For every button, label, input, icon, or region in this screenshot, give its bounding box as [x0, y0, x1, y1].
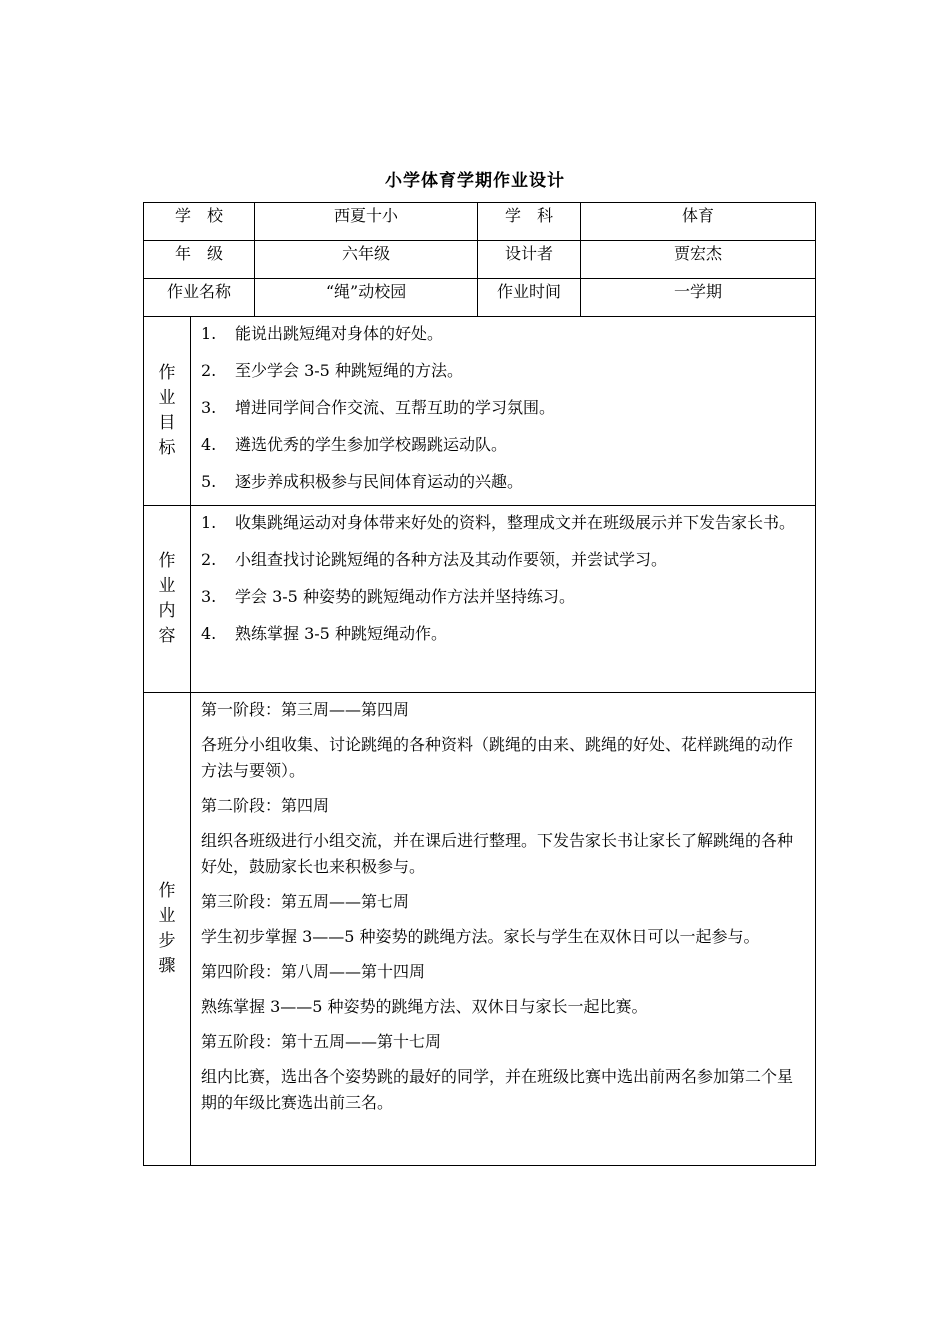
goals-label: 作 业 目 标: [144, 317, 191, 506]
header-row-school: [144, 203, 816, 241]
homework-name-label: 作业名称: [144, 279, 255, 317]
steps-row: [144, 693, 816, 1166]
designer-value: 贾宏杰: [581, 241, 816, 279]
stage-heading: 第二阶段：第四周: [201, 796, 330, 815]
goals-row: [144, 317, 816, 506]
school-value: 西夏十小: [255, 203, 478, 241]
stage-description: 组内比赛，选出各个姿势跳的最好的同学，并在班级比赛中选出前两名参加第二个星期的年级比赛选出前三名。: [201, 1067, 794, 1112]
page-title: 小学体育学期作业设计: [385, 171, 565, 191]
header-row-name: [144, 279, 816, 317]
stage-description: 组织各班级进行小组交流，并在课后进行整理。下发告家长书让家长了解跳绳的各种好处，鼓励家长也来积极参与。: [201, 831, 794, 876]
school-label: 学 校: [144, 203, 255, 241]
steps-content: [191, 693, 816, 1166]
header-row-grade: [144, 241, 816, 279]
content-item: 2. 小组查找讨论跳短绳的各种方法及其动作要领，并尝试学习。: [201, 550, 668, 569]
grade-label: 年 级: [144, 241, 255, 279]
grade-value: 六年级: [255, 241, 478, 279]
goal-item: 2. 至少学会 3-5 种跳短绳的方法。: [201, 361, 463, 380]
homework-design-table: [143, 202, 816, 1166]
subject-label: 学 科: [478, 203, 581, 241]
homework-time-value: 一学期: [581, 279, 816, 317]
content-items: [191, 506, 816, 693]
designer-label: 设计者: [478, 241, 581, 279]
stage-heading: 第五阶段：第十五周——第十七周: [201, 1032, 442, 1051]
goals-content: [191, 317, 816, 506]
stage-description: 学生初步掌握 3——5 种姿势的跳绳方法。家长与学生在双休日可以一起参与。: [201, 927, 760, 946]
stage-heading: 第四阶段：第八周——第十四周: [201, 962, 426, 981]
stage-description: 熟练掌握 3——5 种姿势的跳绳方法、双休日与家长一起比赛。: [201, 997, 648, 1016]
goal-item: 4. 遴选优秀的学生参加学校踢跳运动队。: [201, 435, 508, 454]
homework-name-value: “绳”动校园: [255, 279, 478, 317]
stage-heading: 第一阶段：第三周——第四周: [201, 700, 410, 719]
subject-value: 体育: [581, 203, 816, 241]
stage-heading: 第三阶段：第五周——第七周: [201, 892, 410, 911]
content-item: 1. 收集跳绳运动对身体带来好处的资料，整理成文并在班级展示并下发告家长书。: [201, 513, 796, 532]
content-label: 作 业 内 容: [144, 506, 191, 693]
content-item: 3. 学会 3-5 种姿势的跳短绳动作方法并坚持练习。: [201, 587, 575, 606]
content-item: 4. 熟练掌握 3-5 种跳短绳动作。: [201, 624, 447, 643]
content-row: [144, 506, 816, 693]
stage-description: 各班分小组收集、讨论跳绳的各种资料（跳绳的由来、跳绳的好处、花样跳绳的动作方法与要领）。: [201, 735, 794, 780]
homework-time-label: 作业时间: [478, 279, 581, 317]
goal-item: 5. 逐步养成积极参与民间体育运动的兴趣。: [201, 472, 524, 491]
steps-label: 作 业 步 骤: [144, 693, 191, 1166]
goal-item: 3. 增进同学间合作交流、互帮互助的学习氛围。: [201, 398, 556, 417]
goal-item: 1. 能说出跳短绳对身体的好处。: [201, 324, 444, 343]
